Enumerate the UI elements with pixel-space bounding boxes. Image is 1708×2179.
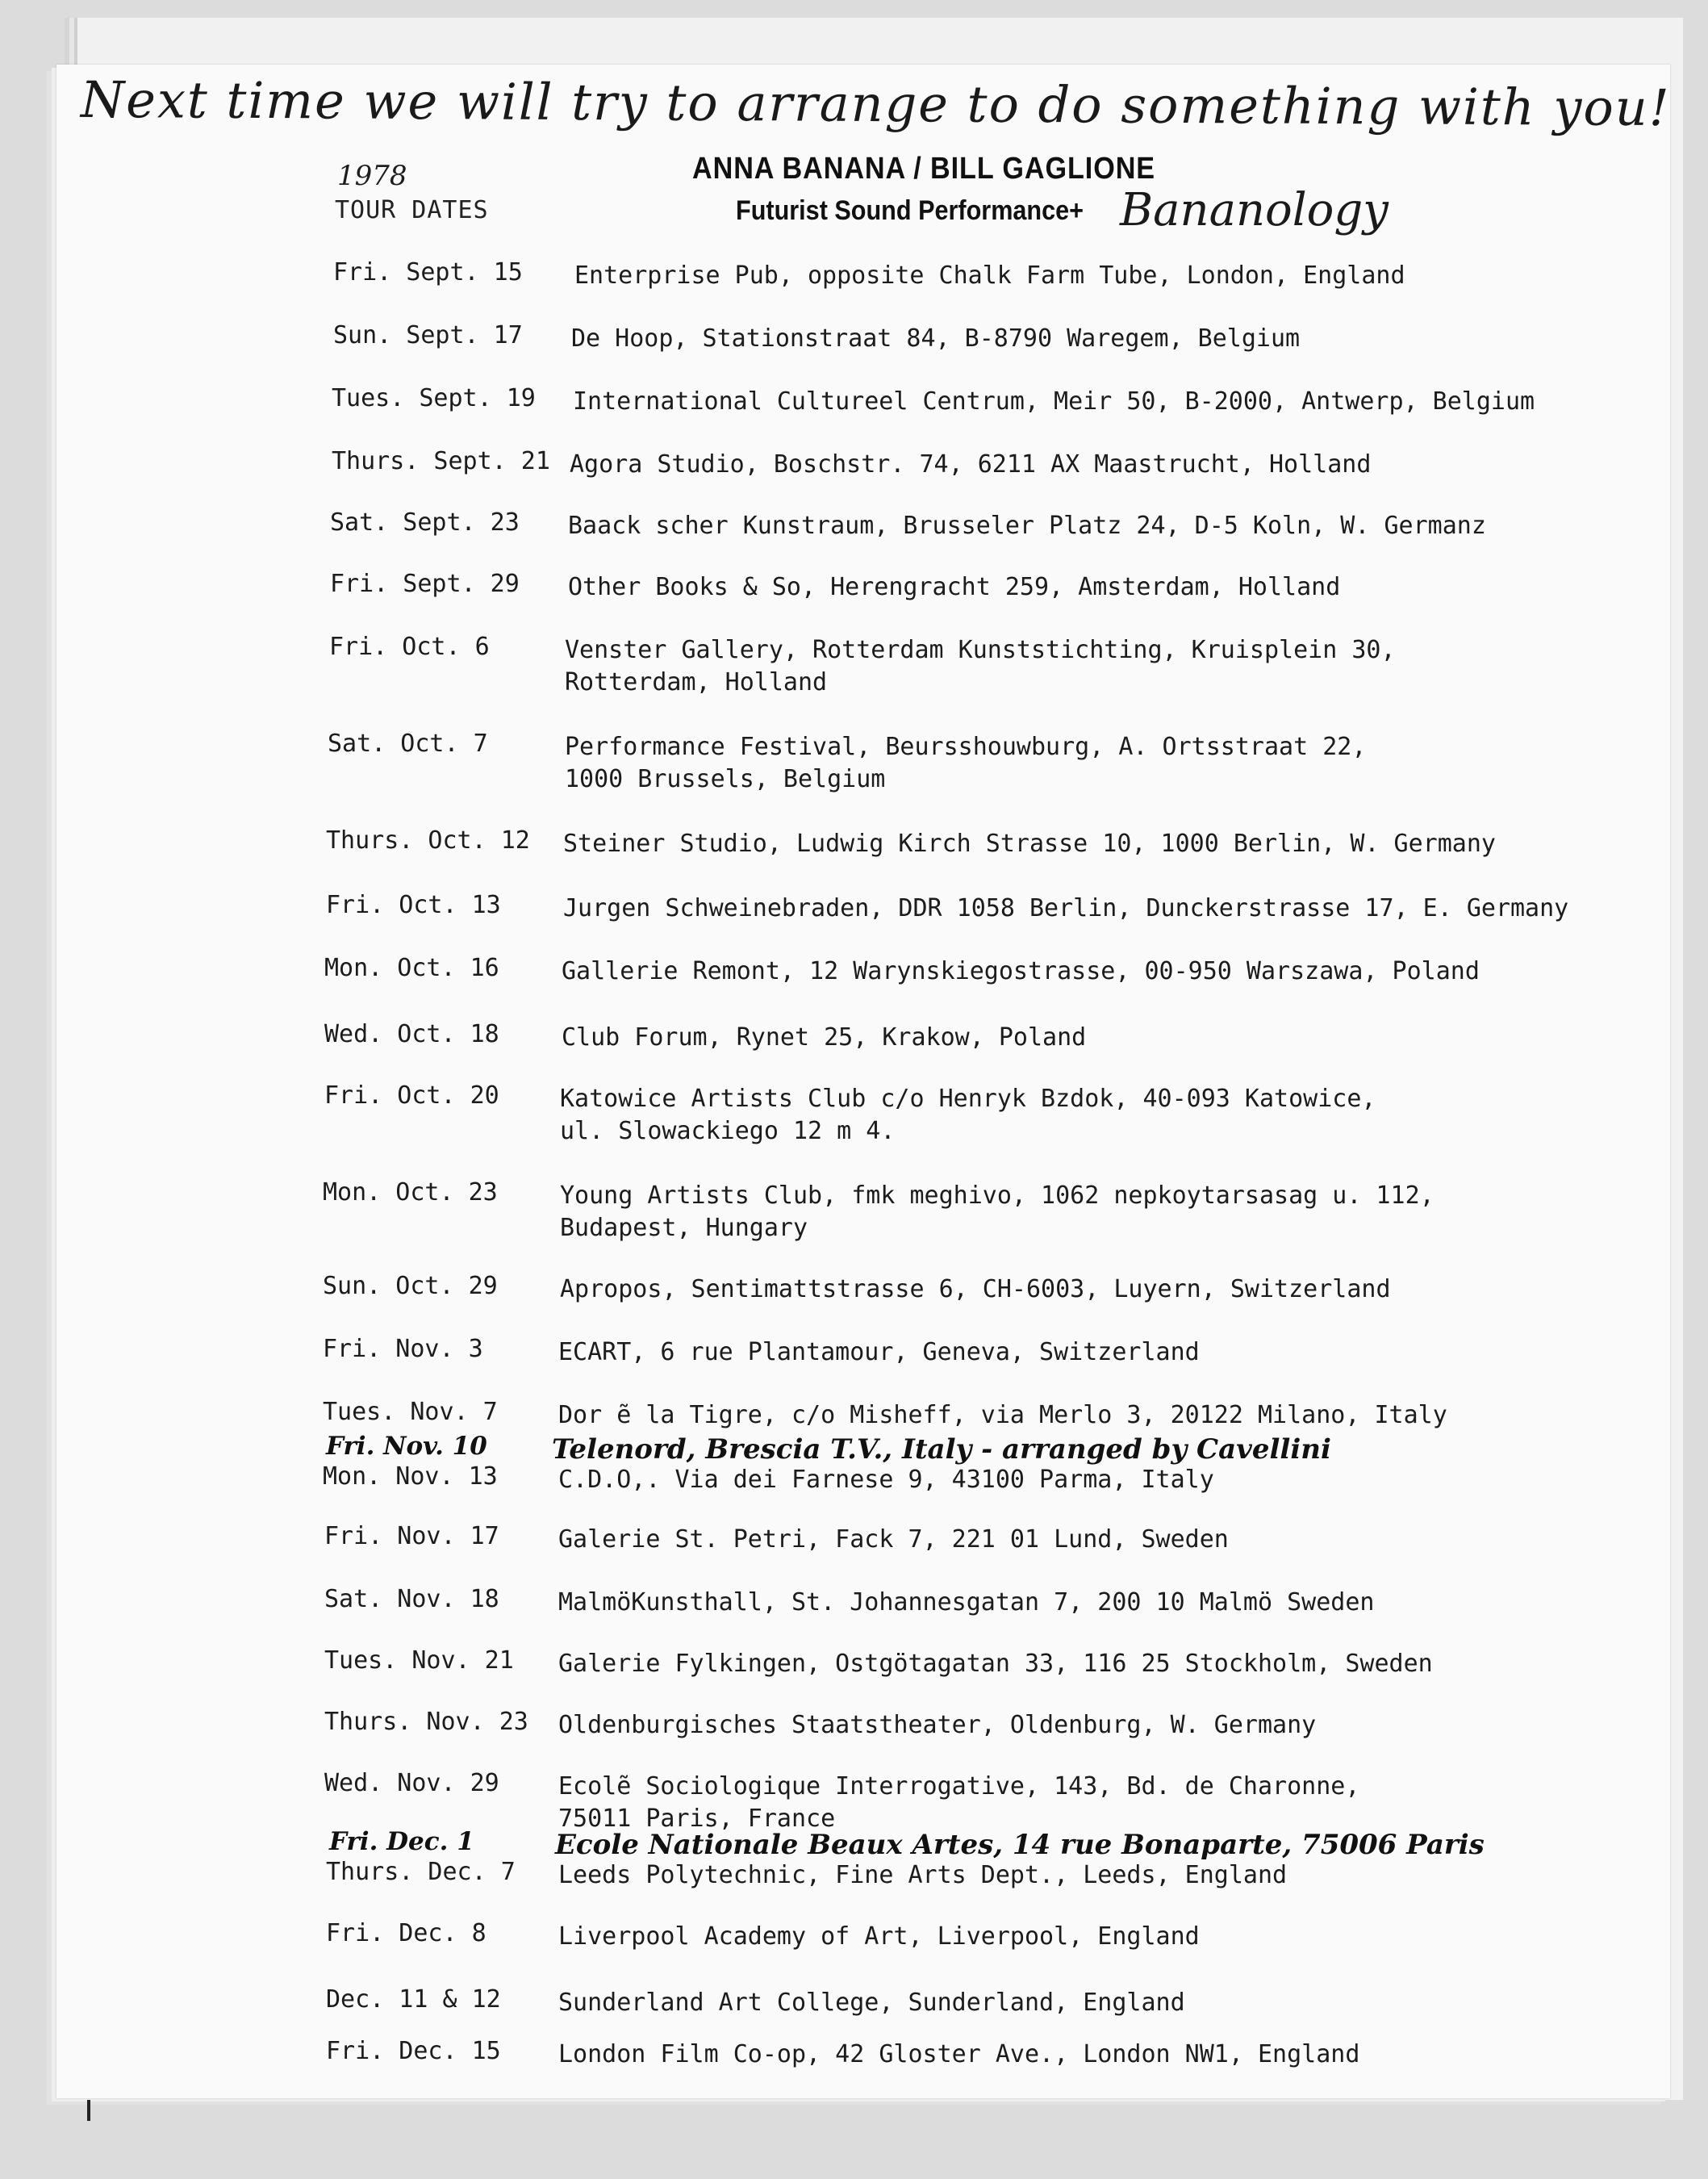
venue-line-2: Budapest, Hungary <box>560 1214 808 1242</box>
tour-date: Wed. Nov. 29 <box>324 1769 499 1797</box>
venue-line-1: Oldenburgisches Staatstheater, Oldenburg, W. Germany <box>558 1711 1317 1739</box>
tour-date: Fri. Nov. 10 <box>326 1432 487 1461</box>
tour-venue <box>560 1274 1391 1306</box>
edge-mark <box>87 2100 90 2121</box>
venue-line-1: Galerie St. Petri, Fack 7, 221 01 Lund, Sweden <box>558 1525 1229 1554</box>
tour-venue <box>563 893 1568 925</box>
venue-line-1: Other Books & So, Herengracht 259, Amsterdam, Holland <box>568 573 1341 601</box>
tour-venue <box>562 956 1480 988</box>
tour-date: Wed. Oct. 18 <box>324 1020 499 1048</box>
venue-line-1: Dor ẽ la Tigre, c/o Misheff, via Merlo 3, 20122 Milano, Italy <box>558 1401 1447 1429</box>
tour-venue <box>558 1336 1200 1369</box>
venue-line-1: Apropos, Sentimattstrasse 6, CH-6003, Luyern, Switzerland <box>560 1275 1391 1303</box>
tour-venue <box>558 1464 1214 1496</box>
tour-date: Thurs. Oct. 12 <box>326 826 530 855</box>
venue-line-1: De Hoop, Stationstraat 84, B-8790 Waregem, Belgium <box>571 324 1301 353</box>
tour-date: Sat. Sept. 23 <box>330 508 520 537</box>
venue-line-1: Steiner Studio, Ludwig Kirch Strasse 10, 1000 Berlin, W. Germany <box>563 830 1496 858</box>
tour-venue <box>558 1587 1374 1619</box>
venue-line-1: Sunderland Art College, Sunderland, England <box>558 1989 1185 2017</box>
tour-venue <box>565 731 1366 796</box>
tour-date: Fri. Oct. 20 <box>324 1081 499 1110</box>
tour-date: Tues. Nov. 21 <box>324 1646 514 1675</box>
tour-date: Mon. Oct. 16 <box>324 954 499 982</box>
venue-line-1: MalmöKunsthall, St. Johannesgatan 7, 200 10 Malmö Sweden <box>558 1588 1375 1616</box>
tour-date: Fri. Dec. 8 <box>326 1919 487 1947</box>
venue-line-1: Agora Studio, Boschstr. 74, 6211 AX Maastrucht, Holland <box>570 450 1372 479</box>
tour-date: Sat. Nov. 18 <box>324 1585 499 1613</box>
tour-date: Dec. 11 & 12 <box>326 1985 501 2014</box>
tour-venue <box>558 1921 1200 1953</box>
venue-line-1: Leeds Polytechnic, Fine Arts Dept., Leeds, England <box>558 1861 1288 1889</box>
venue-line-1: Ecolẽ Sociologique Interrogative, 143, Bd. de Charonne, <box>558 1772 1360 1800</box>
venue-line-1: Venster Gallery, Rotterdam Kunststichting, Kruisplein 30, <box>565 636 1396 664</box>
tour-date: Fri. Nov. 3 <box>323 1335 483 1363</box>
venue-line-1: London Film Co-op, 42 Gloster Ave., London NW1, England <box>558 2040 1360 2068</box>
tour-venue <box>558 1859 1287 1892</box>
venue-line-1: Gallerie Remont, 12 Warynskiegostrasse, 00-950 Warszawa, Poland <box>562 957 1480 985</box>
document-title: ANNA BANANA / BILL GAGLIONE <box>692 152 1156 186</box>
venue-line-2: 1000 Brussels, Belgium <box>565 765 886 793</box>
tour-venue <box>558 1987 1185 2019</box>
tour-date: Tues. Sept. 19 <box>332 384 536 412</box>
venue-line-1: C.D.O,. Via dei Farnese 9, 43100 Parma, Italy <box>558 1466 1214 1494</box>
handwritten-subtitle-addition: Bananology <box>1120 184 1389 236</box>
tour-date: Sun. Oct. 29 <box>323 1272 498 1300</box>
tour-venue <box>560 1180 1434 1244</box>
venue-line-1: International Cultureel Centrum, Meir 50, B-2000, Antwerp, Belgium <box>573 387 1535 416</box>
tour-venue <box>565 634 1396 699</box>
tour-date: Sun. Sept. 17 <box>333 321 523 349</box>
venue-line-1: Jurgen Schweinebraden, DDR 1058 Berlin, Dunckerstrasse 17, E. Germany <box>563 894 1569 922</box>
tour-venue <box>558 1771 1359 1835</box>
tour-venue <box>573 386 1535 418</box>
tour-venue <box>574 260 1405 292</box>
tour-venue <box>570 449 1371 481</box>
venue-line-2: ul. Slowackiego 12 m 4. <box>560 1117 896 1145</box>
tour-venue <box>563 828 1496 860</box>
tour-date: Fri. Dec. 15 <box>326 2037 501 2065</box>
tour-date: Thurs. Dec. 7 <box>326 1858 516 1886</box>
tour-date: Fri. Sept. 29 <box>330 570 520 598</box>
tour-date: Mon. Oct. 23 <box>323 1178 498 1207</box>
tour-venue <box>558 1709 1316 1742</box>
venue-line-1: Club Forum, Rynet 25, Krakow, Poland <box>562 1023 1087 1052</box>
handwritten-note: Next time we will try to arrange to do something with you! <box>80 69 1671 138</box>
tour-dates-label: TOUR DATES <box>335 196 489 224</box>
tour-venue <box>558 1524 1229 1556</box>
tour-date: Tues. Nov. 7 <box>323 1398 498 1426</box>
handwritten-year: 1978 <box>337 160 407 192</box>
tour-date: Thurs. Nov. 23 <box>324 1708 528 1736</box>
tour-venue <box>558 1648 1433 1680</box>
tour-venue <box>552 1433 1331 1466</box>
tour-date: Fri. Nov. 17 <box>324 1522 499 1550</box>
tour-date: Fri. Oct. 13 <box>326 891 501 919</box>
venue-line-1: Enterprise Pub, opposite Chalk Farm Tube, London, England <box>574 261 1405 290</box>
venue-line-1: Katowice Artists Club c/o Henryk Bzdok, 40-093 Katowice, <box>560 1085 1376 1113</box>
tour-date: Mon. Nov. 13 <box>323 1462 498 1491</box>
venue-line-1: Young Artists Club, fmk meghivo, 1062 nepkoytarsasag u. 112, <box>560 1182 1434 1210</box>
venue-line-2: Rotterdam, Holland <box>565 668 828 696</box>
tour-date: Sat. Oct. 7 <box>328 730 488 758</box>
venue-line-1: Telenord, Brescia T.V., Italy - arranged by Cavellini <box>552 1433 1331 1466</box>
venue-line-1: ECART, 6 rue Plantamour, Geneva, Switzerland <box>558 1338 1200 1366</box>
tour-date: Thurs. Sept. 21 <box>332 447 550 475</box>
tour-date: Fri. Sept. 15 <box>333 258 523 286</box>
tour-venue <box>558 2039 1359 2071</box>
tour-venue <box>558 1399 1447 1432</box>
tour-venue <box>568 571 1340 604</box>
tour-date: Fri. Oct. 6 <box>329 633 490 661</box>
tour-venue <box>562 1022 1086 1054</box>
venue-line-2: 75011 Paris, France <box>558 1805 836 1833</box>
venue-line-1: Ecole Nationale Beaux Artes, 14 rue Bonaparte, 75006 Paris <box>555 1829 1485 1861</box>
tour-date: Fri. Dec. 1 <box>329 1827 474 1856</box>
tour-venue <box>568 510 1486 542</box>
venue-line-1: Performance Festival, Beursshouwburg, A. Ortsstraat 22, <box>565 733 1367 761</box>
tour-venue <box>571 323 1300 355</box>
venue-line-1: Galerie Fylkingen, Ostgötagatan 33, 116 25 Stockholm, Sweden <box>558 1650 1433 1678</box>
venue-line-1: Baack scher Kunstraum, Brusseler Platz 24, D-5 Koln, W. Germanz <box>568 512 1486 540</box>
tour-venue <box>555 1829 1485 1861</box>
document-subtitle: Futurist Sound Performance+ <box>736 195 1084 226</box>
venue-line-1: Liverpool Academy of Art, Liverpool, England <box>558 1922 1200 1951</box>
tour-venue <box>560 1083 1376 1148</box>
